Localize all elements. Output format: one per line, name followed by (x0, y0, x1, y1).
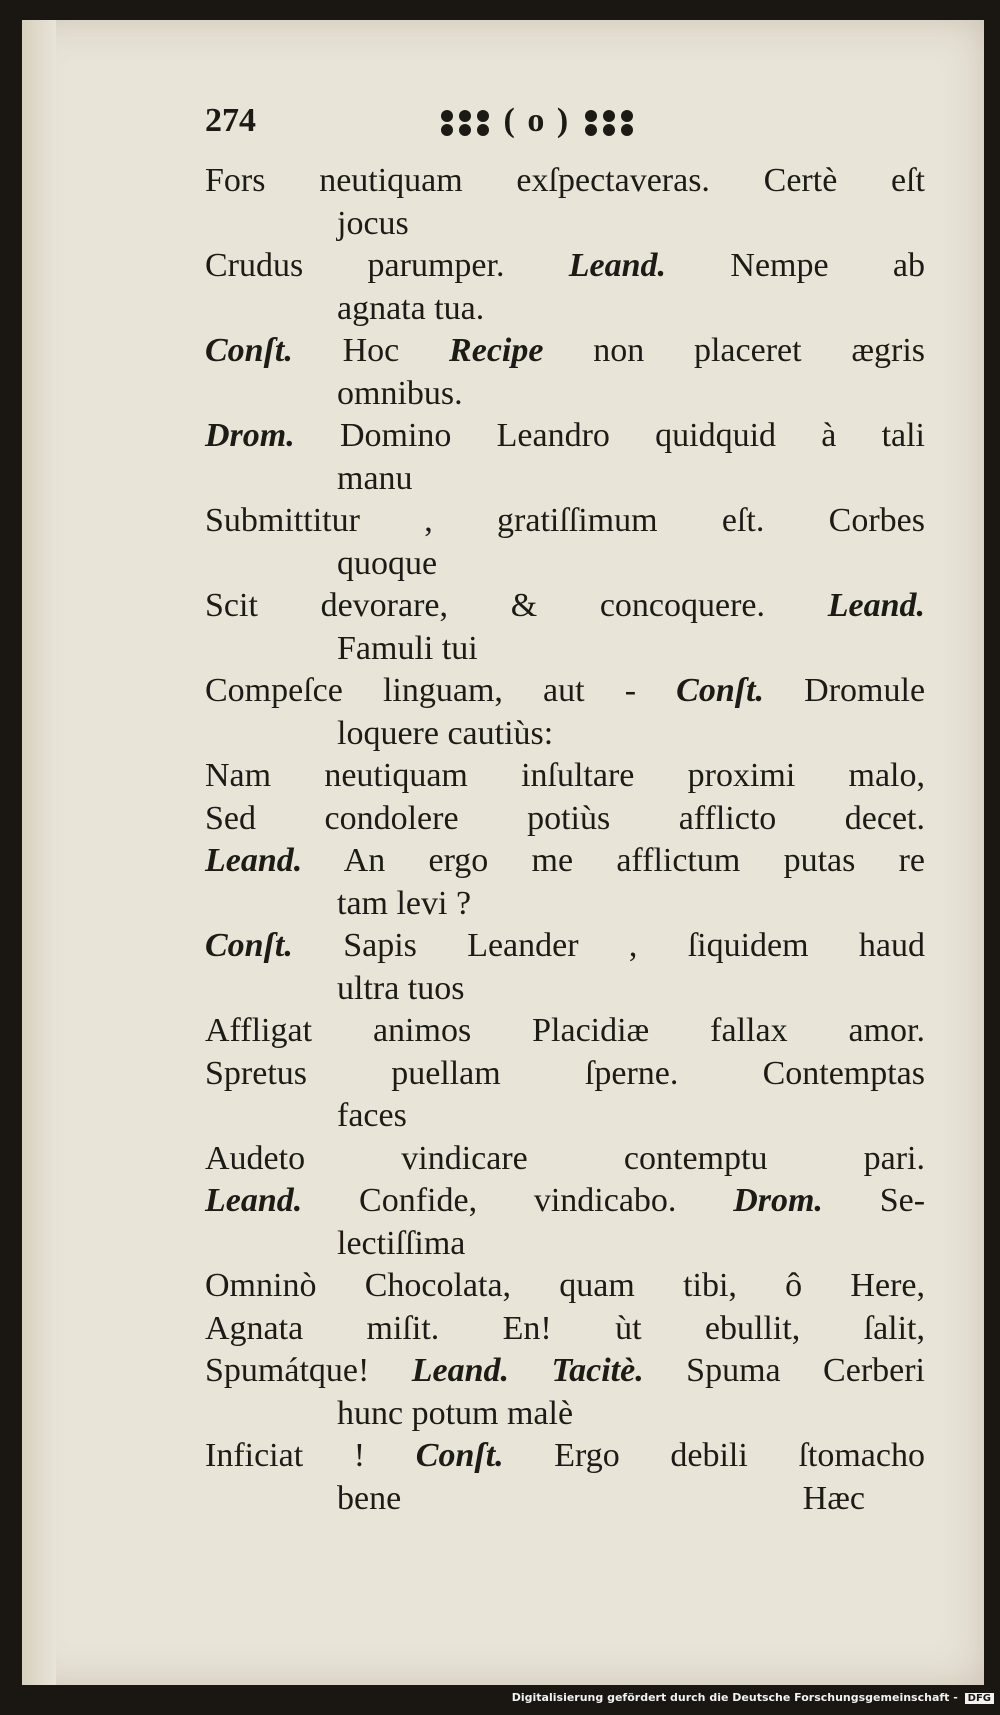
text-line (205, 1478, 925, 1521)
text-line (205, 670, 925, 713)
text-line (205, 968, 925, 1011)
footer-text: Digitalisierung gefördert durch die Deutsche Forschungsgemeinschaft - (511, 1691, 958, 1704)
line-text: Nam neutiquam inſultare proximi malo, (205, 757, 925, 794)
line-text: Compeſce linguam, aut - (205, 672, 637, 709)
line-text: Audeto vindicare contemptu pari. (205, 1139, 925, 1177)
text-line (205, 245, 925, 288)
line-text: Agnata miſit. En! ùt ebullit, ſalit, (205, 1309, 925, 1347)
line-text: non placeret ægris (593, 332, 925, 369)
text-line (205, 373, 925, 416)
text-line (205, 1138, 925, 1181)
text-line (205, 203, 925, 246)
text-line (205, 585, 925, 628)
line-text: Confide, vindicabo. (359, 1182, 677, 1219)
speaker-name: Leand. (205, 1182, 303, 1219)
line-text: lectiſſima (337, 1224, 466, 1262)
text-line (205, 755, 925, 798)
line-text: Ergo debili ſtomacho (554, 1437, 925, 1474)
ornament-right-icon (581, 108, 637, 138)
header-center-mark: ( o ) (503, 102, 571, 139)
speaker-name: Leand. (205, 842, 303, 879)
line-text: quoque (337, 544, 438, 582)
speaker-name: Drom. (733, 1182, 823, 1219)
text-line (205, 330, 925, 373)
line-text: Omninò Chocolata, quam tibi, ô Here, (205, 1267, 925, 1304)
ornament-left-icon (437, 108, 493, 138)
line-text: Sapis Leander , ſiquidem haud (343, 927, 925, 964)
dfg-logo: DFG (965, 1693, 994, 1704)
text-line (205, 925, 925, 968)
line-text: Spuma Cerberi (686, 1352, 925, 1389)
text-line (205, 1435, 925, 1478)
line-text: hunc potum malè (337, 1394, 574, 1432)
text-line (205, 798, 925, 841)
line-text: jocus (337, 204, 409, 242)
text-line (205, 1265, 925, 1308)
page-number: 274 (205, 102, 256, 139)
speaker-name: Conſt. (205, 927, 293, 964)
text-line (205, 500, 925, 543)
text-line (205, 1053, 925, 1096)
line-text: Nempe ab (730, 247, 925, 284)
text-line (205, 1010, 925, 1053)
line-text: Scit devorare, & concoquere. (205, 587, 766, 624)
page-gutter-edge (22, 20, 56, 1685)
speaker-name: Leand. Tacitè. (411, 1352, 644, 1389)
line-text: Submittitur , gratiſſimum eſt. Corbes (205, 502, 925, 539)
text-line (205, 1393, 925, 1436)
speaker-name: Conſt. (205, 332, 293, 369)
text-line (205, 543, 925, 586)
line-text: manu (337, 459, 413, 497)
line-text: bene (337, 1479, 402, 1517)
line-text: Famuli tui (337, 629, 478, 667)
catchword: Hæc (802, 1479, 865, 1517)
line-text: agnata tua. (337, 289, 485, 327)
speaker-name: Conſt. (415, 1437, 504, 1474)
text-block (205, 160, 925, 1520)
text-line (205, 883, 925, 926)
line-text: tam levi ? (337, 884, 472, 922)
speaker-name: Drom. (205, 417, 295, 454)
speaker-name: Recipe (449, 332, 544, 369)
line-text: Spumátque! (205, 1352, 370, 1389)
text-line (205, 458, 925, 501)
line-text: Fors neutiquam exſpectaveras. Certè eſt (205, 162, 925, 199)
page-header (205, 102, 925, 148)
line-text: Inficiat ! (205, 1437, 366, 1474)
text-line (205, 628, 925, 671)
text-line (205, 840, 925, 883)
speaker-name: Leand. (568, 247, 667, 284)
line-text: Domino Leandro quidquid à tali (339, 417, 926, 454)
line-text: Spretus puellam ſperne. Contemptas (205, 1054, 925, 1092)
text-line (205, 1180, 925, 1223)
text-line (205, 1308, 925, 1351)
text-line (205, 1223, 925, 1266)
text-line (205, 160, 925, 203)
speaker-name: Leand. (827, 587, 925, 624)
line-text: Affligat animos Placidiæ fallax amor. (205, 1012, 925, 1049)
line-text: Sed condolere potiùs afflicto decet. (205, 799, 925, 837)
text-line (205, 415, 925, 458)
line-text: Crudus parumper. (205, 247, 505, 284)
line-text: ultra tuos (337, 969, 465, 1007)
digitization-footer (0, 1691, 994, 1704)
line-text: An ergo me afflictum putas re (343, 842, 926, 879)
line-text: loquere cautiùs: (337, 714, 554, 752)
line-text: Hoc (342, 332, 400, 369)
line-text: Se- (879, 1182, 926, 1219)
text-line (205, 1095, 925, 1138)
header-ornament-group (437, 102, 637, 140)
line-text: omnibus. (337, 374, 463, 412)
text-line (205, 713, 925, 756)
speaker-name: Conſt. (676, 672, 765, 709)
text-line (205, 288, 925, 331)
line-text: faces (337, 1097, 407, 1134)
text-line (205, 1350, 925, 1393)
line-text: Dromule (804, 672, 926, 709)
